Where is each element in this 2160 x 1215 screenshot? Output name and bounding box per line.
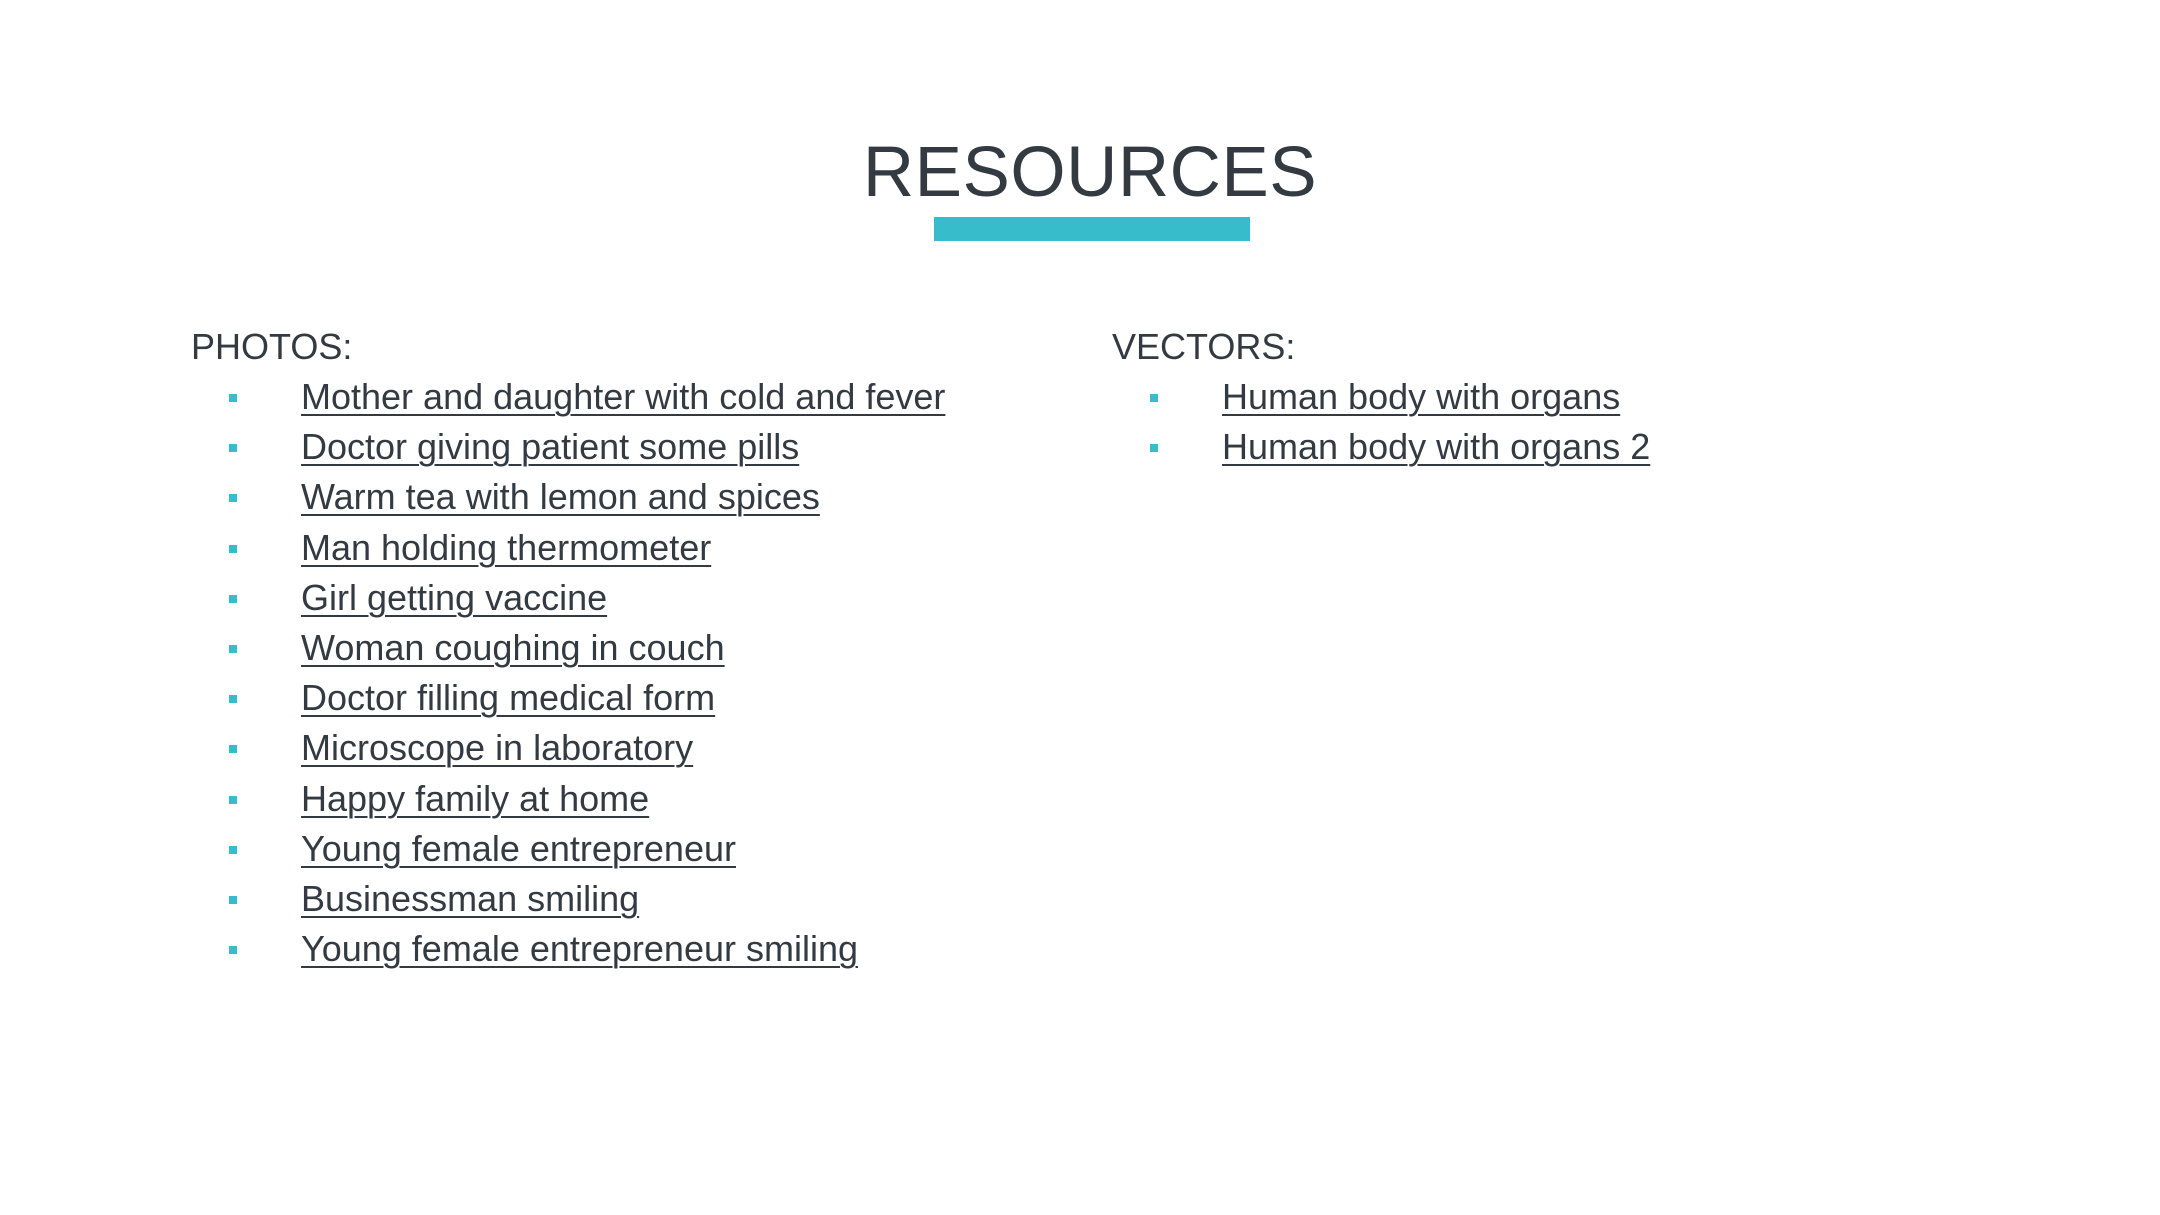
list-item [191, 723, 694, 773]
list-item [191, 472, 820, 522]
resource-link[interactable]: Warm tea with lemon and spices [301, 476, 820, 518]
slide-title: RESOURCES [862, 133, 1318, 212]
list-item [191, 874, 640, 924]
bullet-icon [229, 394, 237, 402]
bullet-icon [229, 796, 237, 804]
list-item [191, 774, 650, 824]
list-item [191, 422, 800, 472]
vectors-list [1112, 372, 1651, 472]
resource-link[interactable]: Microscope in laboratory [301, 727, 694, 769]
list-item [191, 924, 859, 974]
photos-section [191, 322, 946, 974]
resource-link[interactable]: Girl getting vaccine [301, 576, 608, 618]
resource-link[interactable]: Woman coughing in couch [301, 626, 725, 668]
bullet-icon [229, 946, 237, 954]
vectors-heading: VECTORS: [1112, 326, 1296, 367]
bullet-icon [229, 645, 237, 653]
bullet-icon [1150, 444, 1158, 452]
list-item [1112, 372, 1621, 422]
resource-link[interactable]: Doctor filling medical form [301, 677, 716, 719]
bullet-icon [229, 444, 237, 452]
bullet-icon [229, 745, 237, 753]
resource-link[interactable]: Happy family at home [301, 777, 650, 819]
bullet-icon [229, 494, 237, 502]
resource-link[interactable]: Businessman smiling [301, 877, 640, 919]
resource-link[interactable]: Man holding thermometer [301, 526, 712, 568]
bullet-icon [229, 896, 237, 904]
list-item [191, 623, 725, 673]
bullet-icon [229, 595, 237, 603]
bullet-icon [229, 545, 237, 553]
bullet-icon [229, 846, 237, 854]
resource-link[interactable]: Human body with organs [1222, 376, 1621, 417]
list-item [191, 523, 712, 573]
title-underline-bar [934, 217, 1250, 241]
list-item [1112, 422, 1651, 472]
bullet-icon [229, 695, 237, 703]
resource-link[interactable]: Mother and daughter with cold and fever [301, 376, 946, 417]
vectors-section [1112, 322, 1651, 472]
list-item [191, 573, 608, 623]
list-item [191, 372, 946, 422]
resource-link[interactable]: Doctor giving patient some pills [301, 426, 800, 468]
bullet-icon [1150, 394, 1158, 402]
list-item [191, 673, 716, 723]
photos-list [191, 372, 946, 974]
list-item [191, 824, 736, 874]
resource-link[interactable]: Young female entrepreneur [301, 827, 736, 869]
resource-link[interactable]: Young female entrepreneur smiling [301, 928, 859, 970]
photos-heading: PHOTOS: [191, 326, 353, 367]
resource-link[interactable]: Human body with organs 2 [1222, 426, 1651, 468]
